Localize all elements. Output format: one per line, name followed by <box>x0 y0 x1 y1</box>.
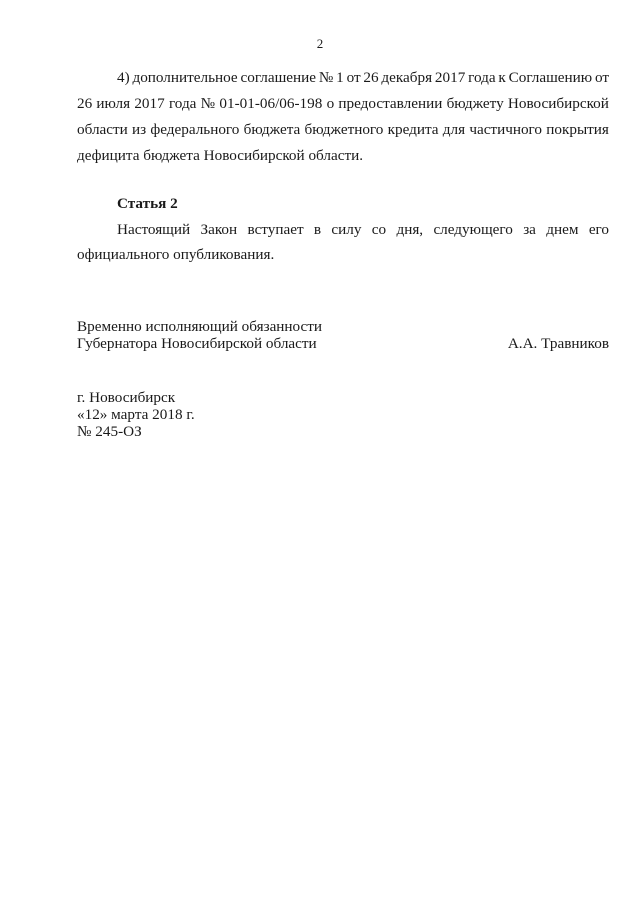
word: 1 <box>336 69 344 86</box>
word: декабря <box>381 69 433 86</box>
word: года <box>168 95 197 112</box>
signature-title-line2: Губернатора Новосибирской области <box>77 335 317 352</box>
footer-number: № 245-ОЗ <box>77 423 142 440</box>
word: силу <box>331 221 362 238</box>
footer-city: г. Новосибирск <box>77 389 176 406</box>
signature-name: А.А. Травников <box>507 335 609 352</box>
article2-line1 <box>117 221 609 239</box>
word: 01-01-06/06-198 <box>219 95 323 112</box>
word: № <box>318 69 334 86</box>
word: следующего <box>433 221 513 238</box>
word: Настоящий <box>117 221 191 238</box>
word: Соглашению <box>508 69 593 86</box>
word: 26 <box>77 95 93 112</box>
word: федерального <box>150 121 240 138</box>
item4-line1 <box>117 69 609 87</box>
word: из <box>132 121 147 138</box>
word: 2017 <box>434 69 466 86</box>
word: от <box>346 69 361 86</box>
word: к <box>498 69 506 86</box>
word: частичного <box>469 121 543 138</box>
word: предоставлении <box>338 95 443 112</box>
word: за <box>523 221 536 238</box>
article2-line2: официального опубликования. <box>77 246 275 263</box>
word: кредита <box>387 121 439 138</box>
word: бюджета <box>243 121 301 138</box>
article2-heading: Статья 2 <box>117 195 178 212</box>
word: 2017 <box>134 95 165 112</box>
word: от <box>594 69 609 86</box>
word: соглашение <box>240 69 317 86</box>
item4-line2 <box>77 95 609 113</box>
word: Новосибирской <box>507 95 609 112</box>
word: дня, <box>396 221 424 238</box>
word: 26 <box>363 69 379 86</box>
word: покрытия <box>546 121 609 138</box>
word: 4) <box>117 69 130 86</box>
word: со <box>371 221 387 238</box>
word: о <box>326 95 335 112</box>
item4-line3 <box>77 121 609 139</box>
signature-title-line1: Временно исполняющий обязанности <box>77 318 323 335</box>
word: года <box>468 69 496 86</box>
word: Закон <box>200 221 238 238</box>
word: № <box>200 95 216 112</box>
word: для <box>442 121 466 138</box>
word: днем <box>546 221 579 238</box>
word: области <box>77 121 128 138</box>
footer-date: «12» марта 2018 г. <box>77 406 195 423</box>
word: бюджетного <box>304 121 384 138</box>
word: июля <box>96 95 131 112</box>
word: дополнительное <box>132 69 238 86</box>
word: в <box>313 221 322 238</box>
word: бюджету <box>446 95 504 112</box>
item4-line4: дефицита бюджета Новосибирской области. <box>77 147 364 164</box>
word: его <box>588 221 609 238</box>
page-number: 2 <box>316 36 324 51</box>
word: вступает <box>247 221 304 238</box>
